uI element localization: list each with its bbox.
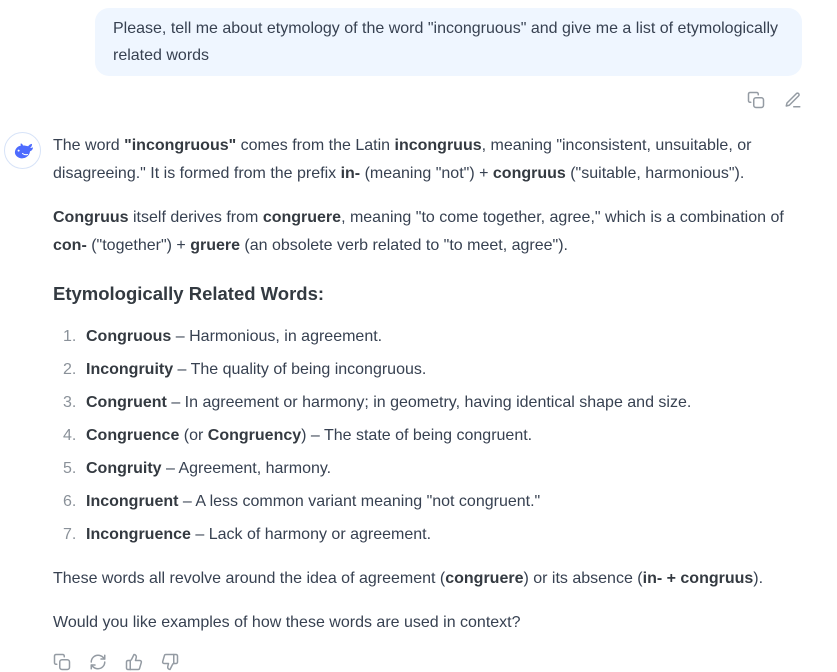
list-text: Incongruence – Lack of harmony or agreement. xyxy=(86,526,432,543)
copy-icon xyxy=(53,653,71,671)
copy-user-message-button[interactable] xyxy=(747,91,765,109)
list-number: 2. xyxy=(63,361,77,378)
list-number: 1. xyxy=(63,328,77,345)
user-message-actions xyxy=(4,91,802,109)
related-words-list xyxy=(53,323,802,549)
list-text: Congruity – Agreement, harmony. xyxy=(86,460,332,477)
paragraph-followup: Would you like examples of how these words are used in context? xyxy=(53,614,521,631)
list-number: 7. xyxy=(63,526,77,543)
paragraph-intro: The word "incongruous" comes from the Latin incongruus, meaning "inconsistent, unsuitable, or disagreeing." It is formed from the prefix in- (meaning "not") + congruus ("suitable, harmonious"). xyxy=(53,137,752,182)
assistant-message-content xyxy=(53,130,802,671)
copy-response-button[interactable] xyxy=(53,653,71,671)
list-text: Congruence (or Congruency) – The state of being congruent. xyxy=(86,427,533,444)
list-text: Incongruity – The quality of being incongruous. xyxy=(86,361,427,378)
list-number: 5. xyxy=(63,460,77,477)
list-text: Incongruent – A less common variant meaning "not congruent." xyxy=(86,493,541,510)
user-message-bubble xyxy=(95,8,802,76)
assistant-message-actions xyxy=(53,653,802,671)
user-message-text: Please, tell me about etymology of the word "incongruous" and give me a list of etymologically related words xyxy=(113,20,779,64)
thumbs-up-icon xyxy=(125,653,143,671)
related-word-item xyxy=(63,455,802,483)
edit-user-message-button[interactable] xyxy=(784,91,802,109)
paragraph-derivation: Congruus itself derives from congruere, meaning "to come together, agree," which is a combination of con- ("together") + gruere (an obsolete verb related to "to meet, agree"). xyxy=(53,209,784,254)
regenerate-response-button[interactable] xyxy=(89,653,107,671)
related-word-item xyxy=(63,521,802,549)
assistant-avatar xyxy=(4,132,41,169)
related-word-item xyxy=(63,422,802,450)
user-message-row xyxy=(4,8,802,76)
paragraph-summary: These words all revolve around the idea of agreement (congruere) or its absence (in- + congruus). xyxy=(53,570,764,587)
deepseek-whale-icon xyxy=(11,139,35,163)
list-number: 3. xyxy=(63,394,77,411)
regenerate-icon xyxy=(89,653,107,671)
thumbs-down-icon xyxy=(161,653,179,671)
related-word-item xyxy=(63,323,802,351)
thumbs-down-button[interactable] xyxy=(161,653,179,671)
copy-icon xyxy=(747,91,765,109)
assistant-message-row xyxy=(4,130,802,671)
section-heading: Etymologically Related Words: xyxy=(53,283,325,304)
related-word-item xyxy=(63,488,802,516)
list-number: 6. xyxy=(63,493,77,510)
list-text: Congruous – Harmonious, in agreement. xyxy=(86,328,383,345)
related-word-item xyxy=(63,356,802,384)
edit-icon xyxy=(784,91,802,109)
thumbs-up-button[interactable] xyxy=(125,653,143,671)
related-word-item xyxy=(63,389,802,417)
list-text: Congruent – In agreement or harmony; in geometry, having identical shape and size. xyxy=(86,394,692,411)
list-number: 4. xyxy=(63,427,77,444)
